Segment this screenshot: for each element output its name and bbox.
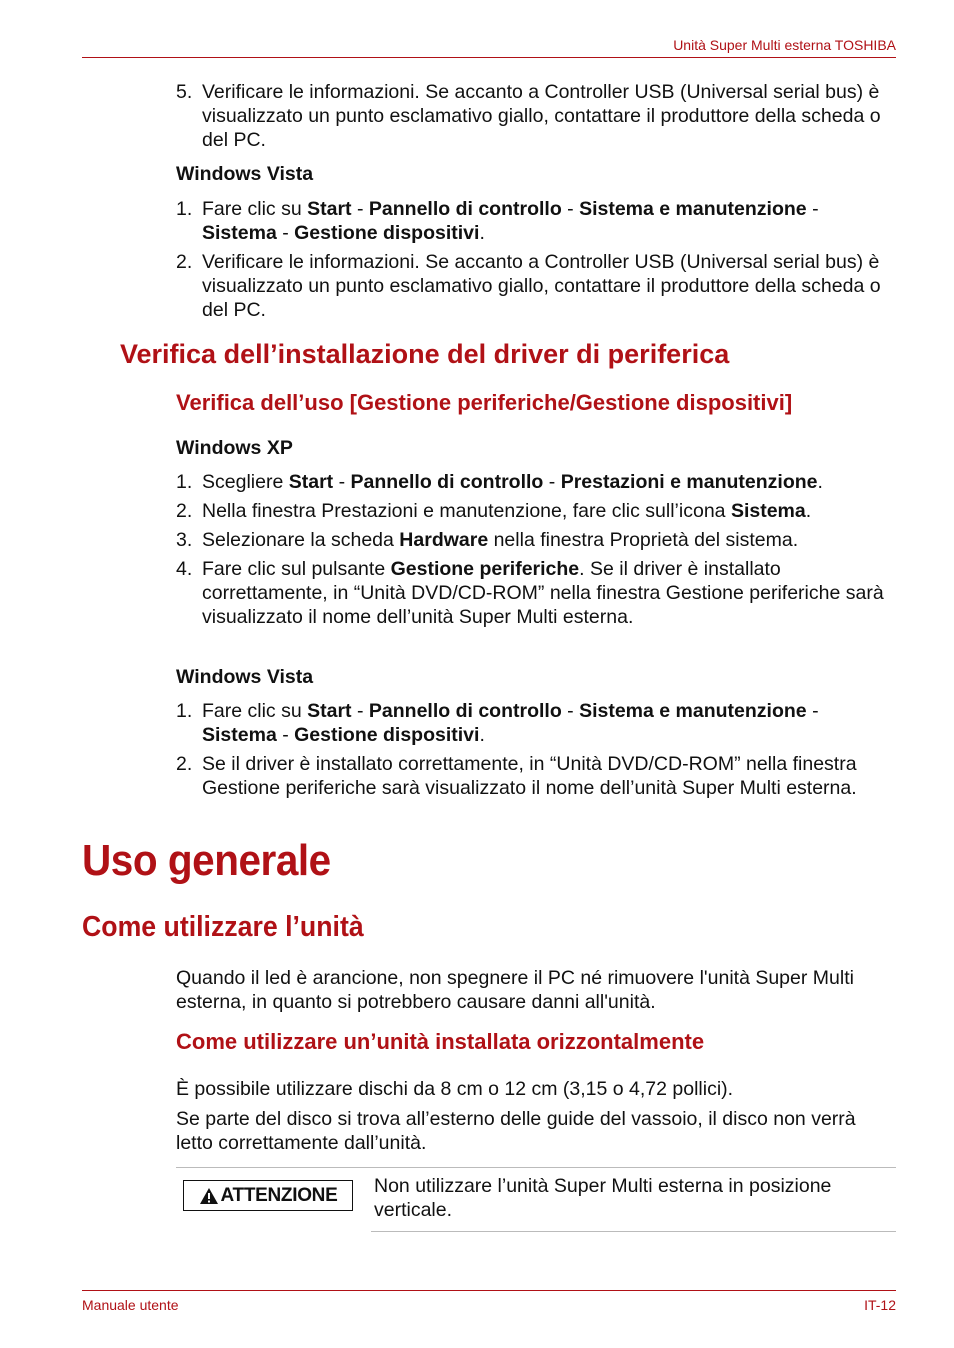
text-run-bold: Prestazioni e manutenzione	[560, 471, 818, 493]
list-vista-2	[176, 699, 896, 800]
warning-label: ATTENZIONE	[220, 1184, 338, 1206]
list-xp	[176, 470, 896, 629]
warning-triangle-icon	[199, 1187, 219, 1205]
section-heading: Verifica dell’installazione del driver di periferica	[120, 339, 730, 369]
text-run: Nella finestra Prestazioni e manutenzione, fare clic sull’icona	[202, 500, 731, 522]
subsection-heading: Verifica dell’uso [Gestione periferiche/Gestione dispositivi]	[176, 390, 793, 415]
list-item	[176, 250, 896, 322]
list-item	[176, 528, 896, 552]
list-number: 2.	[176, 753, 193, 775]
list-a	[176, 80, 896, 152]
paragraph: Se parte del disco si trova all’esterno delle guide del vassoio, il disco non verrà letto correttamente dall’unità.	[176, 1108, 856, 1154]
text-run-bold: Sistema	[202, 222, 277, 244]
warning-text: Non utilizzare l’unità Super Multi esterna in posizione verticale.	[374, 1175, 832, 1221]
text-run: nella finestra Proprietà del sistema.	[488, 529, 799, 551]
text-run: Scegliere	[202, 471, 289, 493]
footer-rule	[82, 1290, 896, 1291]
warning-top-rule	[176, 1167, 896, 1168]
warning-bottom-rule	[371, 1231, 896, 1232]
text-run-bold: Sistema	[730, 500, 806, 522]
subsection-heading: Come utilizzare un’unità installata orizzontalmente	[176, 1029, 705, 1054]
text-run: Selezionare la scheda	[202, 529, 400, 551]
page-number: IT-12	[864, 1297, 896, 1313]
list-b	[176, 197, 896, 322]
text-run: -	[543, 471, 561, 493]
list-text: Verificare le informazioni. Se accanto a Controller USB (Universal serial bus) è visualizzato un punto esclamativo giallo, contattare il produttore della scheda o del PC.	[202, 81, 881, 151]
text-run: .	[479, 222, 485, 244]
text-run-bold: Pannello di controllo	[368, 198, 562, 220]
text-run: -	[806, 198, 819, 220]
text-run: Fare clic sul pulsante	[202, 558, 391, 580]
section-heading: Come utilizzare l’unità	[82, 911, 364, 943]
list-text: Verificare le informazioni. Se accanto a Controller USB (Universal serial bus) è visualizzato un punto esclamativo giallo, contattare il produttore della scheda o del PC.	[202, 251, 881, 321]
list-number: 1.	[176, 700, 193, 722]
text-run: Fare clic su	[202, 700, 308, 722]
text-run: .	[479, 724, 485, 746]
os-label: Windows Vista	[176, 163, 314, 185]
text-run: -	[561, 700, 580, 722]
os-label: Windows XP	[176, 437, 293, 459]
text-run: -	[806, 700, 819, 722]
text-run: .	[817, 471, 823, 493]
text-run-bold: Gestione dispositivi	[294, 222, 480, 244]
list-item	[176, 470, 896, 494]
list-number: 5.	[176, 81, 193, 103]
list-number: 2.	[176, 500, 193, 522]
list-item	[176, 80, 896, 152]
list-item	[176, 699, 896, 747]
text-run-bold: Sistema e manutenzione	[579, 198, 807, 220]
text-run-bold: Pannello di controllo	[350, 471, 544, 493]
text-run-bold: Sistema e manutenzione	[579, 700, 807, 722]
text-run-bold: Start	[307, 198, 352, 220]
text-run-bold: Pannello di controllo	[368, 700, 562, 722]
os-label: Windows Vista	[176, 666, 314, 688]
header-title: Unità Super Multi esterna TOSHIBA	[673, 37, 896, 53]
text-run-bold: Sistema	[202, 724, 277, 746]
text-run-bold: Gestione periferiche	[390, 558, 580, 580]
warning-label-box	[183, 1180, 353, 1211]
header-rule	[82, 57, 896, 58]
chapter-title: Uso generale	[82, 836, 331, 885]
list-number: 2.	[176, 251, 193, 273]
text-run: -	[333, 471, 351, 493]
paragraph: È possibile utilizzare dischi da 8 cm o 12 cm (3,15 o 4,72 pollici).	[176, 1078, 734, 1100]
text-run-bold: Start	[307, 700, 352, 722]
text-run-bold: Hardware	[399, 529, 489, 551]
text-run: -	[351, 700, 369, 722]
list-number: 1.	[176, 471, 193, 493]
list-item	[176, 499, 896, 523]
text-run: -	[351, 198, 369, 220]
list-number: 3.	[176, 529, 193, 551]
paragraph: Quando il led è arancione, non spegnere il PC né rimuovere l'unità Super Multi esterna, in quanto si potrebbero causare danni all'unità.	[176, 967, 854, 1013]
footer-manual-label: Manuale utente	[82, 1297, 179, 1313]
list-item	[176, 197, 896, 245]
text-run: -	[561, 198, 580, 220]
list-item	[176, 557, 896, 629]
text-run: Fare clic su	[202, 198, 308, 220]
list-number: 1.	[176, 198, 193, 220]
list-text: Se il driver è installato correttamente, in “Unità DVD/CD-ROM” nella finestra Gestione periferiche sarà visualizzato il nome dell’unità Super Multi esterna.	[202, 753, 857, 799]
text-run: -	[276, 724, 295, 746]
list-number: 4.	[176, 558, 193, 580]
text-run: . Se il driver è installato correttamente, in “Unità DVD/CD-ROM” nella finestra Gestione periferiche sarà visualizzato il nome dell’unità Super Multi esterna.	[202, 558, 884, 628]
text-run-bold: Start	[288, 471, 334, 493]
text-run: .	[805, 500, 812, 522]
text-run-bold: Gestione dispositivi	[294, 724, 480, 746]
list-item	[176, 752, 896, 800]
text-run: -	[276, 222, 295, 244]
